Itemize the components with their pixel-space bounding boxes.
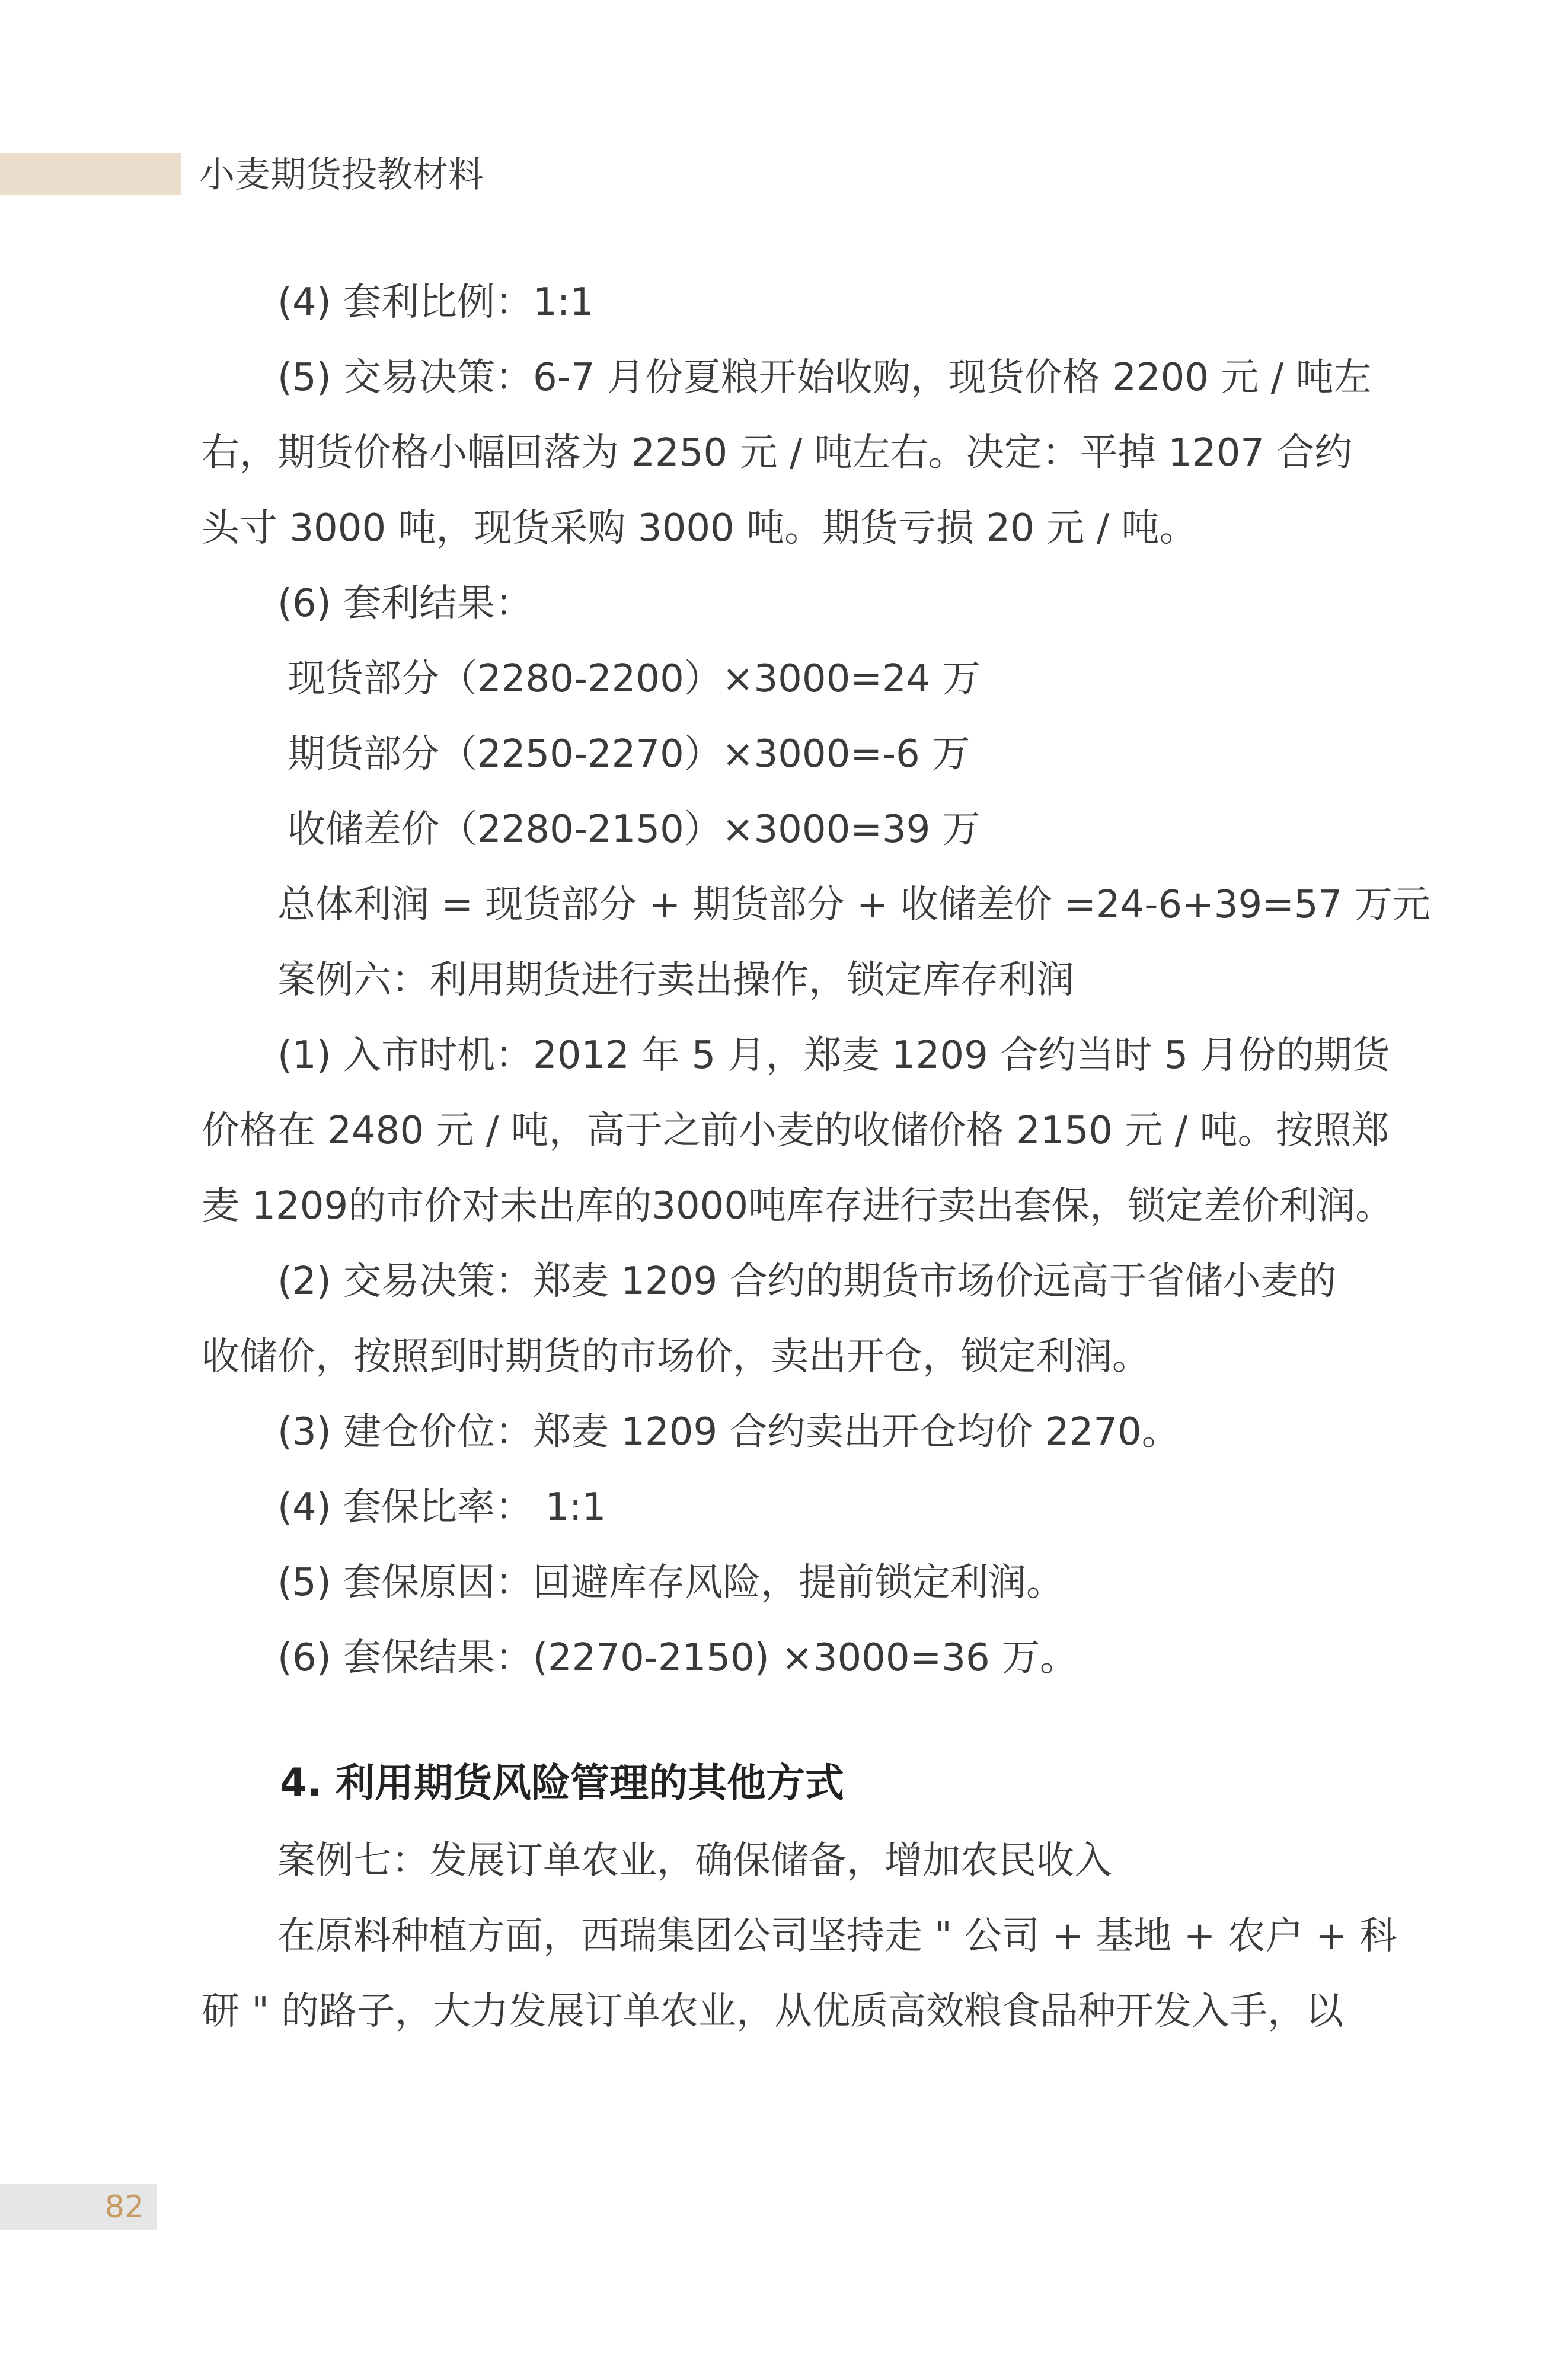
text-line: 右，期货价格小幅回落为 2250 元 / 吨左右。决定：平掉 1207 合约	[202, 431, 1353, 475]
running-header-title: 小麦期货投教材料	[199, 154, 484, 196]
text-line: 案例七：发展订单农业，确保储备，增加农民收入	[277, 1839, 1112, 1883]
text-line: (5) 交易决策：6-7 月份夏粮开始收购，现货价格 2200 元 / 吨左	[277, 356, 1372, 400]
text-line: 价格在 2480 元 / 吨，高于之前小麦的收储价格 2150 元 / 吨。按照郑	[202, 1109, 1390, 1153]
section-heading: 4. 利用期货风险管理的其他方式	[280, 1760, 844, 1806]
text-line: (4) 套保比率： 1:1	[277, 1485, 606, 1529]
text-line: (1) 入市时机：2012 年 5 月，郑麦 1209 合约当时 5 月份的期货	[277, 1034, 1390, 1077]
text-line: 期货部分（2250-2270）×3000=-6 万	[288, 732, 970, 776]
text-line: (3) 建仓价位：郑麦 1209 合约卖出开仓均价 2270。	[277, 1410, 1180, 1454]
text-line: 收储差价（2280-2150）×3000=39 万	[288, 808, 981, 852]
text-line: 在原料种植方面，西瑞集团公司坚持走 " 公司 + 基地 + 农户 + 科	[277, 1914, 1398, 1958]
text-line: 头寸 3000 吨，现货采购 3000 吨。期货亏损 20 元 / 吨。	[202, 506, 1197, 550]
text-line: (5) 套保原因：回避库存风险，提前锁定利润。	[277, 1561, 1064, 1605]
header-accent-bar	[0, 153, 181, 195]
text-line: 案例六：利用期货进行卖出操作，锁定库存利润	[277, 958, 1074, 1002]
text-line: 麦 1209的市价对未出库的3000吨库存进行卖出套保，锁定差价利润。	[202, 1184, 1394, 1228]
text-line: 总体利润 = 现货部分 + 期货部分 + 收储差价 =24-6+39=57 万元	[277, 883, 1430, 927]
text-line: (2) 交易决策：郑麦 1209 合约的期货市场价远高于省储小麦的	[277, 1260, 1337, 1303]
text-line: 收储价，按照到时期货的市场价，卖出开仓，锁定利润。	[202, 1335, 1150, 1379]
text-line: 现货部分（2280-2200）×3000=24 万	[288, 657, 981, 701]
text-line: (4) 套利比例：1:1	[277, 280, 594, 324]
text-line: 研 " 的路子，大力发展订单农业，从优质高效粮食品种开发入手，以	[202, 1989, 1344, 2033]
text-line: (6) 套保结果：(2270-2150) ×3000=36 万。	[277, 1636, 1078, 1680]
page-number: 82	[104, 2189, 145, 2225]
text-line: (6) 套利结果：	[277, 582, 533, 626]
